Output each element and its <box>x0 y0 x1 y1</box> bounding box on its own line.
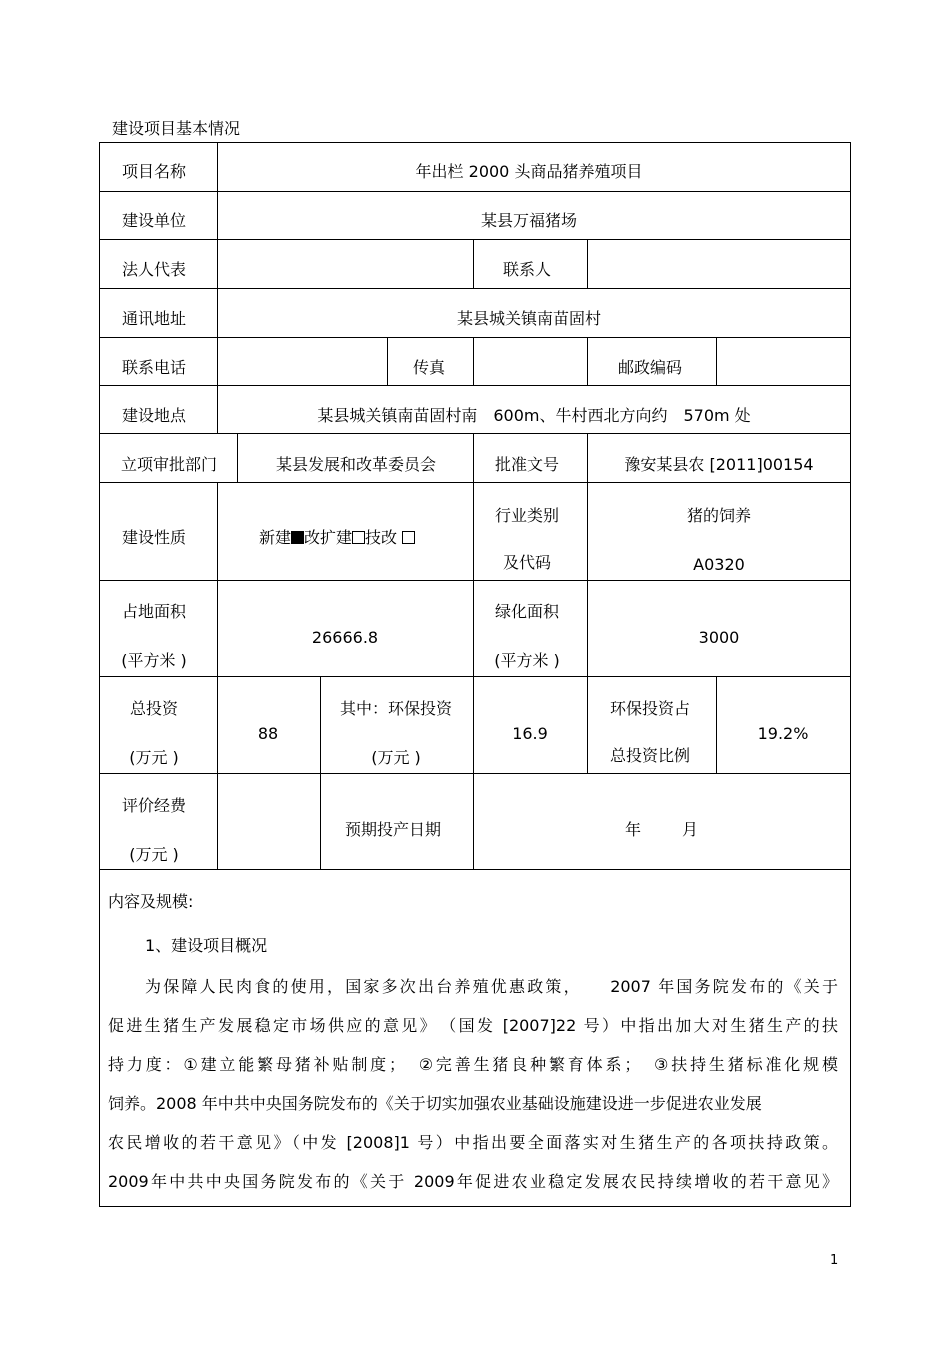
postcode-label: 邮政编码 <box>617 358 683 377</box>
col-divider <box>473 337 474 385</box>
date-year: 年 <box>625 820 642 839</box>
ratio-label-2: 总投资比例 <box>609 746 691 765</box>
builder-label: 建设单位 <box>121 211 187 230</box>
row-divider <box>99 773 851 774</box>
nature-new-label: 新建 <box>259 528 292 547</box>
fax-label: 传真 <box>412 358 446 377</box>
project-name-label: 项目名称 <box>121 162 187 181</box>
section-heading: 建设项目基本情况 <box>112 119 241 138</box>
nature-expand-label: 改扩建 <box>304 528 353 547</box>
industry-value: 猪的饲养 <box>686 506 752 525</box>
page-number: 1 <box>830 1253 839 1268</box>
address-value: 某县城关镇南苗固村 <box>456 309 602 328</box>
row-divider <box>99 580 851 581</box>
site-label: 建设地点 <box>121 406 187 425</box>
approval-doc-label: 批准文号 <box>494 455 560 474</box>
paragraph-line: 持力度：①建立能繁母猪补贴制度； ②完善生猪良种繁育体系； ③扶持生猪标准化规模 <box>108 1055 838 1074</box>
contact-label: 联系人 <box>502 260 552 279</box>
row-divider <box>99 191 851 192</box>
row-divider <box>99 433 851 434</box>
paragraph-line: 促进生猪生产发展稳定市场供应的意见》 （国发 [2007]22 号）中指出加大对生猪生产的扶 <box>108 1016 838 1035</box>
col-divider <box>473 676 474 869</box>
col-divider <box>217 482 218 869</box>
land-label-2: (平方米 ) <box>121 651 187 670</box>
col-divider <box>587 676 588 773</box>
builder-value: 某县万福猪场 <box>480 211 578 230</box>
phone-label: 联系电话 <box>121 358 187 377</box>
row-divider <box>99 869 851 870</box>
nature-options <box>259 529 415 547</box>
invest-label-1: 总投资 <box>129 699 179 718</box>
invest-label-2: (万元 ) <box>129 748 179 767</box>
row-divider <box>99 288 851 289</box>
industry-label-2: 及代码 <box>502 553 552 572</box>
col-divider <box>320 676 321 869</box>
approval-label: 立项审批部门 <box>120 455 218 474</box>
row-divider <box>99 676 851 677</box>
col-divider <box>716 676 717 773</box>
green-label-2: (平方米 ) <box>494 651 560 670</box>
col-divider <box>587 433 588 676</box>
paragraph-line: 2009年中共中央国务院发布的《关于 2009年促进农业稳定发展农民持续增收的若干意见》 <box>108 1172 838 1191</box>
col-divider <box>473 239 474 288</box>
env-invest-label-2: (万元 ) <box>371 748 421 767</box>
date-label: 预期投产日期 <box>344 820 442 839</box>
content-paragraph <box>108 967 838 1201</box>
checkbox-checked-icon <box>291 531 304 544</box>
row-divider <box>99 482 851 483</box>
env-invest-value: 16.9 <box>512 724 548 743</box>
col-divider <box>237 433 238 482</box>
project-name-value: 年出栏 2000 头商品猪养殖项目 <box>415 162 643 181</box>
site-value: 某县城关镇南苗固村南 600m、牛村西北方向约 570m 处 <box>317 406 751 425</box>
invest-value: 88 <box>257 724 279 743</box>
green-label-1: 绿化面积 <box>494 602 560 621</box>
ratio-label-1: 环保投资占 <box>609 699 691 718</box>
checkbox-empty-icon <box>402 531 415 544</box>
col-divider <box>387 337 388 385</box>
paragraph-line: 农民增收的若干意见》（中发 [2008]1 号）中指出要全面落实对生猪生产的各项扶持政策。 <box>108 1133 838 1152</box>
col-divider <box>473 433 474 676</box>
row-divider <box>99 385 851 386</box>
col-divider <box>587 337 588 385</box>
approval-value: 某县发展和改革委员会 <box>275 455 437 474</box>
land-label-1: 占地面积 <box>121 602 187 621</box>
row-divider <box>99 337 851 338</box>
industry-label-1: 行业类别 <box>494 506 560 525</box>
env-invest-label-1: 其中：环保投资 <box>339 699 453 718</box>
date-month: 月 <box>682 820 699 839</box>
nature-tech-label: 技改 <box>365 528 398 547</box>
eval-label-1: 评价经费 <box>121 796 187 815</box>
nature-label: 建设性质 <box>121 528 187 547</box>
industry-code: A0320 <box>693 555 745 574</box>
address-label: 通讯地址 <box>121 309 187 328</box>
paragraph-line: 饲养。2008 年中共中央国务院发布的《关于切实加强农业基础设施建设进一步促进农业发展 <box>108 1094 762 1113</box>
col-divider <box>587 239 588 288</box>
row-divider <box>99 239 851 240</box>
approval-doc-value: 豫安某县农 [2011]00154 <box>624 455 814 474</box>
green-value: 3000 <box>698 628 740 647</box>
col-divider <box>716 337 717 385</box>
legal-rep-label: 法人代表 <box>121 260 187 279</box>
checkbox-empty-icon <box>352 531 365 544</box>
col-divider <box>217 143 218 433</box>
eval-label-2: (万元 ) <box>129 845 179 864</box>
land-value: 26666.8 <box>311 628 379 647</box>
content-section: 1、建设项目概况 <box>145 936 268 955</box>
ratio-value: 19.2% <box>757 724 809 743</box>
content-title: 内容及规模: <box>108 892 194 911</box>
paragraph-line: 为保障人民肉食的使用，国家多次出台养殖优惠政策， 2007 年国务院发布的《关于 <box>145 977 838 996</box>
